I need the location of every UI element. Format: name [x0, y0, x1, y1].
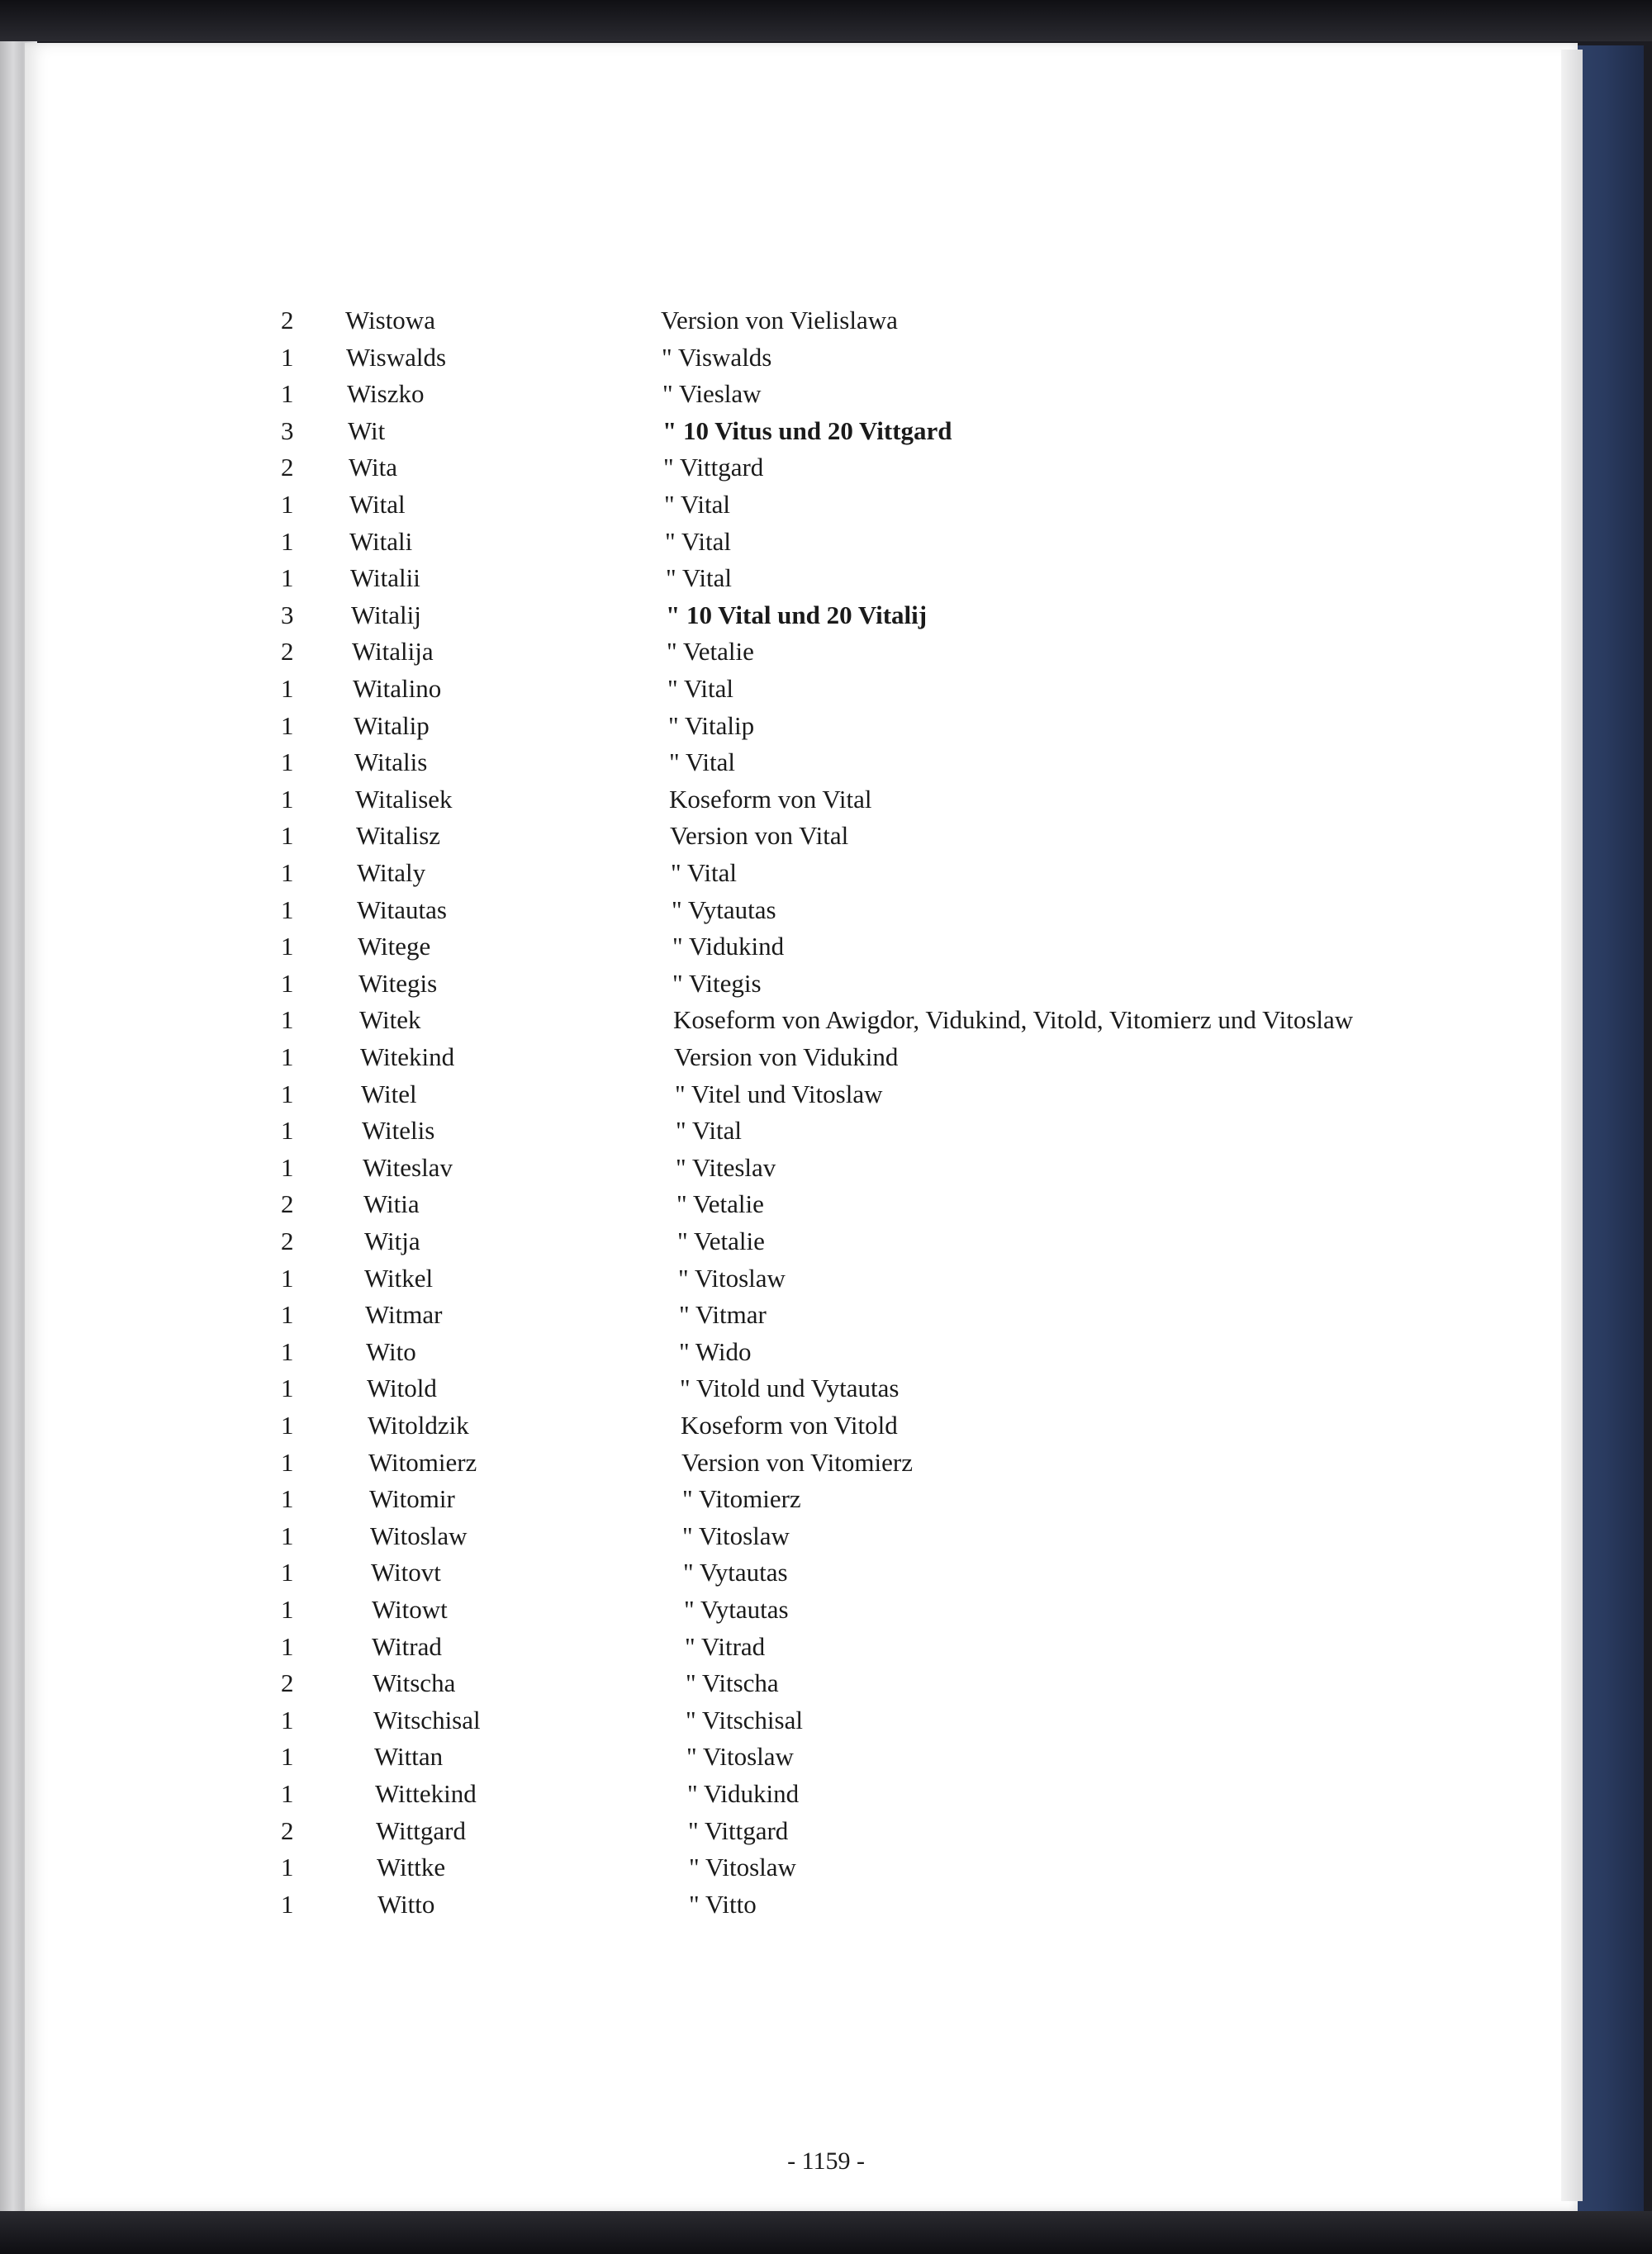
entry-note: " Vitold und Vytautas — [680, 1374, 900, 1402]
list-item — [0, 563, 1487, 596]
entry-name: Witomierz — [368, 1448, 477, 1477]
entry-count: 1 — [281, 1558, 294, 1587]
list-item — [0, 1189, 1487, 1222]
list-item — [0, 306, 1487, 339]
entry-note: " Vitegis — [672, 969, 762, 998]
entry-note: " Vital — [669, 747, 735, 776]
entry-note: " Vitel und Vitoslaw — [675, 1080, 883, 1108]
entry-note: " Vital — [664, 490, 730, 519]
list-item — [0, 1042, 1487, 1075]
entry-name: Witto — [377, 1890, 435, 1919]
entry-note: " Vitto — [689, 1890, 757, 1919]
entry-note: " 10 Vitus und 20 Vittgard — [662, 416, 952, 445]
entry-count: 1 — [281, 1005, 294, 1034]
entry-note: " Vittgard — [688, 1816, 789, 1845]
entry-name: Witege — [358, 932, 431, 961]
entry-count: 1 — [281, 1890, 294, 1919]
entry-note: " Vidukind — [687, 1779, 800, 1808]
entry-note: " Vitoslaw — [678, 1264, 786, 1293]
entry-count: 1 — [281, 1595, 294, 1624]
list-item — [0, 674, 1487, 707]
entry-note: " Vitscha — [686, 1668, 779, 1697]
entry-note: " Vitschisal — [686, 1706, 803, 1734]
entry-note: " Vetalie — [677, 1227, 765, 1255]
list-item — [0, 1227, 1487, 1260]
entry-note: " Vital — [665, 527, 731, 556]
list-item — [0, 932, 1487, 965]
entry-note: " Vitoslaw — [686, 1742, 794, 1771]
entry-count: 1 — [281, 1521, 294, 1550]
entry-count: 1 — [281, 379, 294, 408]
entry-note: " 10 Vital und 20 Vitalij — [666, 600, 928, 629]
list-item — [0, 1890, 1487, 1923]
list-item — [0, 1337, 1487, 1370]
entry-count: 1 — [281, 1742, 294, 1771]
entry-note: " Vital — [676, 1116, 742, 1145]
entry-count: 2 — [281, 453, 294, 482]
entry-name: Witia — [363, 1189, 420, 1218]
entry-count: 1 — [281, 1116, 294, 1145]
entry-count: 2 — [281, 1668, 294, 1697]
list-item — [0, 1153, 1487, 1186]
entry-note: " Vitalip — [668, 711, 755, 740]
entry-name: Witowt — [372, 1595, 448, 1624]
entry-count: 2 — [281, 637, 294, 666]
entry-note: Koseform von Awigdor, Vidukind, Vitold, Vitomierz und Vitoslaw — [673, 1005, 1354, 1034]
entry-count: 2 — [281, 306, 294, 335]
entry-name: Witautas — [357, 895, 447, 924]
entry-count: 2 — [281, 1227, 294, 1255]
entry-name: Witegis — [358, 969, 438, 998]
entry-count: 1 — [281, 895, 294, 924]
entry-note: " Vital — [671, 858, 737, 887]
entry-name: Witelis — [362, 1116, 435, 1145]
entry-name: Witkel — [364, 1264, 434, 1293]
entry-name: Witalii — [350, 563, 420, 592]
entry-name: Wit — [348, 416, 386, 445]
list-item — [0, 637, 1487, 670]
page-edge-right — [1561, 50, 1583, 2201]
list-item — [0, 785, 1487, 818]
list-item — [0, 1632, 1487, 1665]
entry-name: Witovt — [371, 1558, 441, 1587]
list-item — [0, 711, 1487, 744]
entry-name: Witja — [364, 1227, 420, 1255]
list-item — [0, 600, 1487, 633]
entry-name: Witalij — [351, 600, 421, 629]
entry-name: Witalija — [352, 637, 434, 666]
entry-count: 1 — [281, 1411, 294, 1440]
entry-name: Witrad — [372, 1632, 442, 1661]
entry-name: Witali — [349, 527, 413, 556]
list-item — [0, 453, 1487, 486]
list-item — [0, 1374, 1487, 1407]
list-item — [0, 1484, 1487, 1517]
entry-note: Version von Vielislawa — [661, 306, 898, 335]
entry-name: Witschisal — [373, 1706, 481, 1734]
entry-count: 1 — [281, 527, 294, 556]
entry-name: Witomir — [369, 1484, 455, 1513]
list-item — [0, 1816, 1487, 1849]
list-item — [0, 1521, 1487, 1554]
entry-count: 2 — [281, 1189, 294, 1218]
entry-note: " Vidukind — [672, 932, 785, 961]
entry-name: Witold — [367, 1374, 437, 1402]
entry-count: 1 — [281, 563, 294, 592]
entry-count: 1 — [281, 1264, 294, 1293]
entry-name: Witek — [359, 1005, 421, 1034]
list-item — [0, 1300, 1487, 1333]
list-item — [0, 1668, 1487, 1701]
entry-note: " Vitomierz — [682, 1484, 801, 1513]
page-number: - 1159 - — [787, 2147, 865, 2175]
entry-note: " Wido — [679, 1337, 752, 1366]
list-item — [0, 969, 1487, 1002]
list-item — [0, 1116, 1487, 1149]
entry-name: Witalip — [354, 711, 430, 740]
entry-name: Wito — [366, 1337, 416, 1366]
entry-count: 1 — [281, 1484, 294, 1513]
entry-count: 1 — [281, 932, 294, 961]
entry-note: Version von Vital — [670, 821, 849, 850]
entry-note: " Vital — [667, 674, 733, 703]
entry-name: Wiswalds — [346, 343, 447, 372]
list-item — [0, 343, 1487, 376]
entry-count: 1 — [281, 1337, 294, 1366]
entry-note: " Vittgard — [663, 453, 764, 482]
entry-note: " Vieslaw — [662, 379, 762, 408]
list-item — [0, 1448, 1487, 1481]
list-item — [0, 1779, 1487, 1812]
list-item — [0, 1264, 1487, 1297]
entry-count: 1 — [281, 821, 294, 850]
list-item — [0, 1080, 1487, 1113]
entry-name: Wittke — [377, 1853, 446, 1881]
scan-background-bottom — [0, 2211, 1652, 2254]
entry-name: Witscha — [373, 1668, 456, 1697]
list-item — [0, 416, 1487, 449]
entry-name: Witekind — [360, 1042, 455, 1071]
entry-name: Witel — [361, 1080, 417, 1108]
list-item — [0, 490, 1487, 523]
list-item — [0, 1853, 1487, 1886]
list-item — [0, 1558, 1487, 1591]
entry-note: " Vitrad — [685, 1632, 766, 1661]
entry-count: 1 — [281, 1080, 294, 1108]
list-item — [0, 858, 1487, 891]
entry-note: Version von Vidukind — [674, 1042, 899, 1071]
entry-name: Witalisz — [356, 821, 441, 850]
entry-note: Version von Vitomierz — [681, 1448, 913, 1477]
list-item — [0, 1595, 1487, 1628]
entry-note: " Vetalie — [667, 637, 754, 666]
entry-count: 1 — [281, 711, 294, 740]
entry-note: " Vitoslaw — [682, 1521, 790, 1550]
entry-name: Witaly — [357, 858, 426, 887]
list-item — [0, 527, 1487, 560]
entry-name: Witoslaw — [370, 1521, 468, 1550]
entry-note: " Vytautas — [684, 1595, 789, 1624]
list-item — [0, 895, 1487, 928]
entry-name: Witmar — [365, 1300, 443, 1329]
entry-name: Witeslav — [363, 1153, 453, 1182]
entry-count: 1 — [281, 785, 294, 814]
entry-count: 1 — [281, 1153, 294, 1182]
list-item — [0, 747, 1487, 781]
entry-note: " Vital — [666, 563, 732, 592]
entry-name: Wittgard — [376, 1816, 466, 1845]
entry-count: 1 — [281, 858, 294, 887]
entry-count: 1 — [281, 490, 294, 519]
entry-count: 2 — [281, 1816, 294, 1845]
entry-name: Wita — [349, 453, 398, 482]
entry-name: Wittekind — [375, 1779, 477, 1808]
entry-count: 3 — [281, 416, 294, 445]
entry-name: Witalino — [353, 674, 442, 703]
entry-note: " Viteslav — [676, 1153, 776, 1182]
entry-name: Wiszko — [347, 379, 425, 408]
entry-note: Koseform von Vital — [669, 785, 872, 814]
entry-count: 1 — [281, 1632, 294, 1661]
entry-count: 1 — [281, 1853, 294, 1881]
list-item — [0, 1706, 1487, 1739]
entry-note: " Vytautas — [672, 895, 776, 924]
entry-note: " Vytautas — [683, 1558, 788, 1587]
list-item — [0, 379, 1487, 412]
entry-name: Wital — [349, 490, 406, 519]
entry-name: Witalis — [354, 747, 428, 776]
entry-note: " Vitoslaw — [689, 1853, 796, 1881]
entry-name: Witalisek — [355, 785, 453, 814]
entry-count: 1 — [281, 1300, 294, 1329]
entry-count: 1 — [281, 747, 294, 776]
list-item — [0, 1411, 1487, 1444]
entry-count: 1 — [281, 1779, 294, 1808]
entry-count: 1 — [281, 674, 294, 703]
scan-background-top — [0, 0, 1652, 41]
entry-name: Wittan — [374, 1742, 444, 1771]
list-item — [0, 821, 1487, 854]
entry-count: 3 — [281, 600, 294, 629]
entry-count: 1 — [281, 1374, 294, 1402]
entry-count: 1 — [281, 1448, 294, 1477]
entry-note: " Vitmar — [679, 1300, 767, 1329]
entry-name: Wistowa — [345, 306, 435, 335]
entry-count: 1 — [281, 1042, 294, 1071]
entry-count: 1 — [281, 1706, 294, 1734]
list-item — [0, 1005, 1487, 1038]
entry-count: 1 — [281, 343, 294, 372]
entry-note: " Vetalie — [676, 1189, 764, 1218]
entry-name: Witoldzik — [368, 1411, 469, 1440]
entry-note: " Viswalds — [662, 343, 772, 372]
list-item — [0, 1742, 1487, 1775]
entry-count: 1 — [281, 969, 294, 998]
entry-note: Koseform von Vitold — [681, 1411, 898, 1440]
